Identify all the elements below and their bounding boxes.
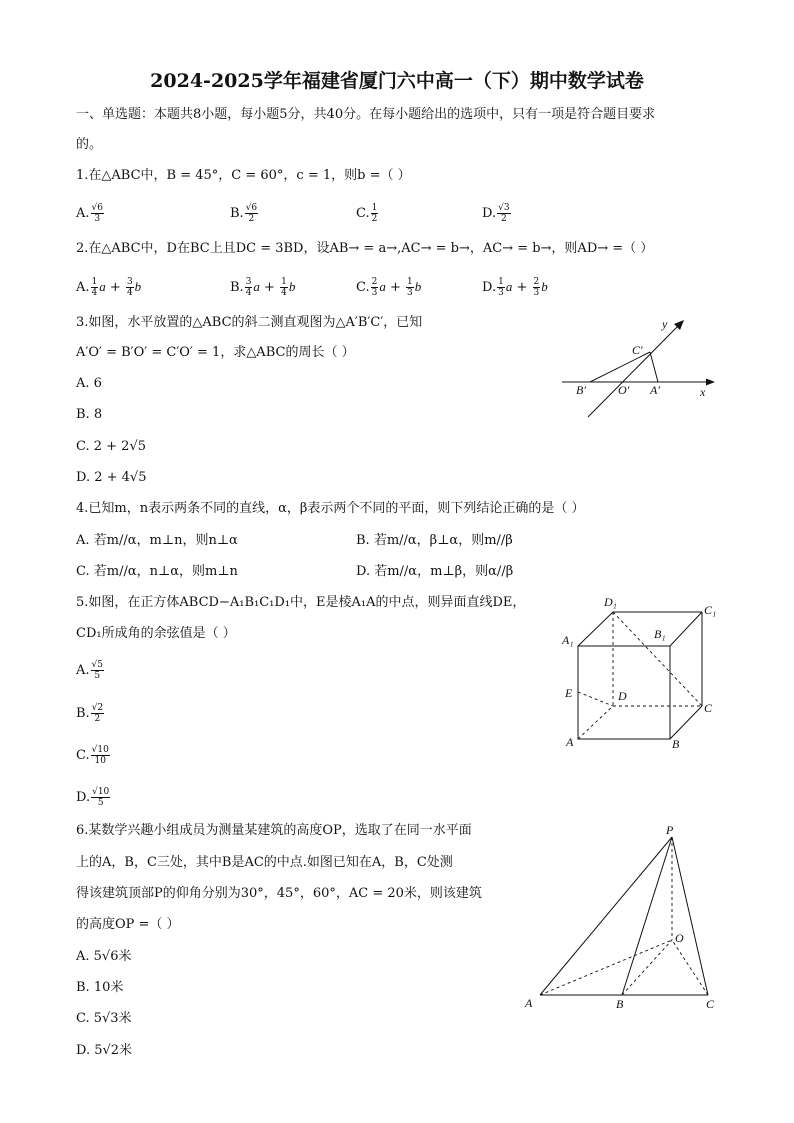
plus-sign: + [385,280,406,295]
numerator: 1 [371,203,378,213]
denominator: 4 [245,288,252,298]
q3-figure [560,314,730,414]
q4-option-a: A. 若m//α，m⊥n，则n⊥α [76,533,238,548]
q3-stem-line2: A′O′ = B′O′ = C′O′ = 1，求△ABC的周长（ ） [76,345,355,360]
q6-option-b: B. 10米 [76,980,124,995]
option-letter: A. [76,280,90,295]
q5-fig-label-a1: A₁ [562,633,574,647]
numerator: √3 [498,203,510,213]
numerator: √6 [91,203,103,213]
fraction [245,203,258,224]
q5-fig-label-c1: C₁ [704,603,717,617]
fraction [91,745,110,766]
option-letter: B. [76,706,90,721]
denominator: 2 [500,214,507,224]
denominator: 10 [94,756,106,766]
vector-b: b [288,279,296,294]
q6-fig-label-c: C [706,997,715,1011]
option-letter: B. [230,280,244,295]
vector-b: b [414,279,422,294]
option-letter: A. [76,206,90,221]
q1-option-a [76,203,105,224]
fraction [91,703,104,724]
q5-cube-figure [560,594,730,754]
plus-sign: + [105,280,125,295]
q3-option-d: D. 2 + 4√5 [76,470,147,485]
q5-option-a [76,660,105,681]
q3-option-b: B. 8 [76,407,103,422]
fraction [533,277,541,298]
page-title: 2024-2025学年福建省厦门六中高一（下）期中数学试卷 [150,70,644,92]
fraction [497,277,505,298]
q5-fig-label-c: C [704,701,713,715]
plus-sign: + [512,280,532,295]
fraction [497,203,510,224]
q6-fig-label-p: P [666,823,674,837]
denominator: 3 [94,214,101,224]
denominator: 5 [97,798,104,808]
numerator: 1 [498,277,504,287]
denominator: 2 [248,214,255,224]
fraction [91,203,104,224]
q1-option-b [230,203,259,224]
q3-fig-label-x: x [700,385,706,399]
numerator: 1 [407,277,413,287]
q3-stem-line1: 3.如图，水平放置的△ABC的斜二测直观图为△A′B′C′，已知 [76,315,423,330]
fraction [91,787,110,808]
section-instructions-line1: 一、单选题：本题共8小题，每小题5分，共40分。在每小题给出的选项中，只有一项是符合题目要求 [76,107,656,122]
q5-option-d [76,787,111,808]
q3-option-c: C. 2 + 2√5 [76,439,147,454]
numerator: 3 [245,277,252,287]
vector-b: b [541,279,548,294]
q4-option-c: C. 若m//α，n⊥α，则m⊥n [76,564,238,579]
q4-option-d: D. 若m//α，m⊥β，则α//β [356,564,514,579]
q6-fig-label-a: A [525,996,533,1010]
vector-a: a [379,279,386,294]
plus-sign: + [259,280,280,295]
q6-figure [520,822,730,1022]
q2-option-d [482,277,548,298]
q2-option-b [230,277,295,298]
q2-option-c [356,277,421,298]
q6-stem-line1: 6.某数学兴趣小组成员为测量某建筑的高度OP，选取了在同一水平面 [76,823,472,838]
option-letter: C. [356,280,370,295]
q4-stem: 4.已知m，n表示两条不同的直线，α，β表示两个不同的平面，则下列结论正确的是（ ） [76,501,585,516]
option-letter: A. [76,663,90,678]
denominator: 3 [407,288,413,298]
numerator: √10 [92,787,110,797]
q5-option-b [76,703,105,724]
q4-option-b: B. 若m//α，β⊥α，则m//β [356,533,513,548]
denominator: 4 [91,288,98,298]
numerator: 2 [371,277,378,287]
numerator: √6 [245,203,258,213]
denominator: 5 [94,671,101,681]
q6-option-c: C. 5√3米 [76,1011,132,1026]
q2-option-a [76,277,141,298]
q3-fig-label-b: B′ [576,383,586,397]
option-letter: C. [356,206,370,221]
section-instructions-line2: 的。 [76,137,103,152]
q6-stem-line2: 上的A，B，C三处，其中B是AC的中点.如图已知在A，B，C处测 [76,855,453,870]
fraction [371,277,379,298]
numerator: 3 [126,277,133,287]
q3-fig-label-o: O′ [618,383,630,397]
denominator: 3 [533,288,540,298]
denominator: 3 [498,288,504,298]
q2-stem: 2.在△ABC中，D在BC上且DC = 3BD，设AB→ = a→,AC→ = b→，AC→ = b→，则AD→ =（ ） [76,241,654,256]
q1-option-c [356,203,379,224]
denominator: 2 [94,714,101,724]
q6-fig-label-o: O [675,931,684,945]
fraction [91,277,99,298]
q5-stem-line2: CD₁所成角的余弦值是（ ） [76,626,236,641]
q1-option-d [482,203,512,224]
vector-a: a [99,279,106,294]
q5-fig-label-a: A [566,735,574,749]
numerator: √2 [91,703,104,713]
q3-fig-label-c: C′ [632,343,643,357]
q5-fig-label-e: E [565,686,573,700]
option-letter: C. [76,748,90,763]
numerator: 2 [533,277,540,287]
vector-a: a [505,279,513,294]
numerator: 1 [91,277,98,287]
numerator: √5 [91,660,103,670]
denominator: 3 [371,288,378,298]
q3-fig-label-y: y [662,317,668,331]
vector-a: a [253,279,260,294]
fraction [371,203,379,224]
q6-stem-line3: 得该建筑顶部P的仰角分别为30°，45°，60°，AC = 20米，则该建筑 [76,886,482,901]
option-letter: D. [482,206,497,221]
fraction [91,660,104,681]
option-letter: B. [230,206,244,221]
fraction [245,277,253,298]
q6-stem-line4: 的高度OP =（ ） [76,917,180,932]
q6-fig-label-b: B [616,997,624,1011]
q3-fig-label-a: A′ [650,383,660,397]
q5-fig-label-b: B [672,737,680,751]
q3-option-a: A. 6 [76,376,102,391]
q5-fig-label-d1: D₁ [604,595,617,609]
fraction [406,277,414,298]
vector-b: b [134,279,142,294]
denominator: 2 [371,214,378,224]
denominator: 4 [281,288,287,298]
numerator: 1 [281,277,287,287]
q5-stem-line1: 5.如图，在正方体ABCD−A₁B₁C₁D₁中，E是棱A₁A的中点，则异面直线DE， [76,595,526,610]
q6-option-a: A. 5√6米 [76,949,132,964]
option-letter: D. [482,280,497,295]
denominator: 4 [126,288,133,298]
numerator: √10 [91,745,109,755]
fraction [280,277,288,298]
q5-fig-label-d: D [618,689,627,703]
q5-option-c [76,745,111,766]
option-letter: D. [76,790,91,805]
q1-stem: 1.在△ABC中，B = 45°，C = 60°，c = 1，则b =（ ） [76,168,411,183]
q6-option-d: D. 5√2米 [76,1043,133,1058]
q5-fig-label-b1: B₁ [654,627,666,641]
fraction [126,277,134,298]
